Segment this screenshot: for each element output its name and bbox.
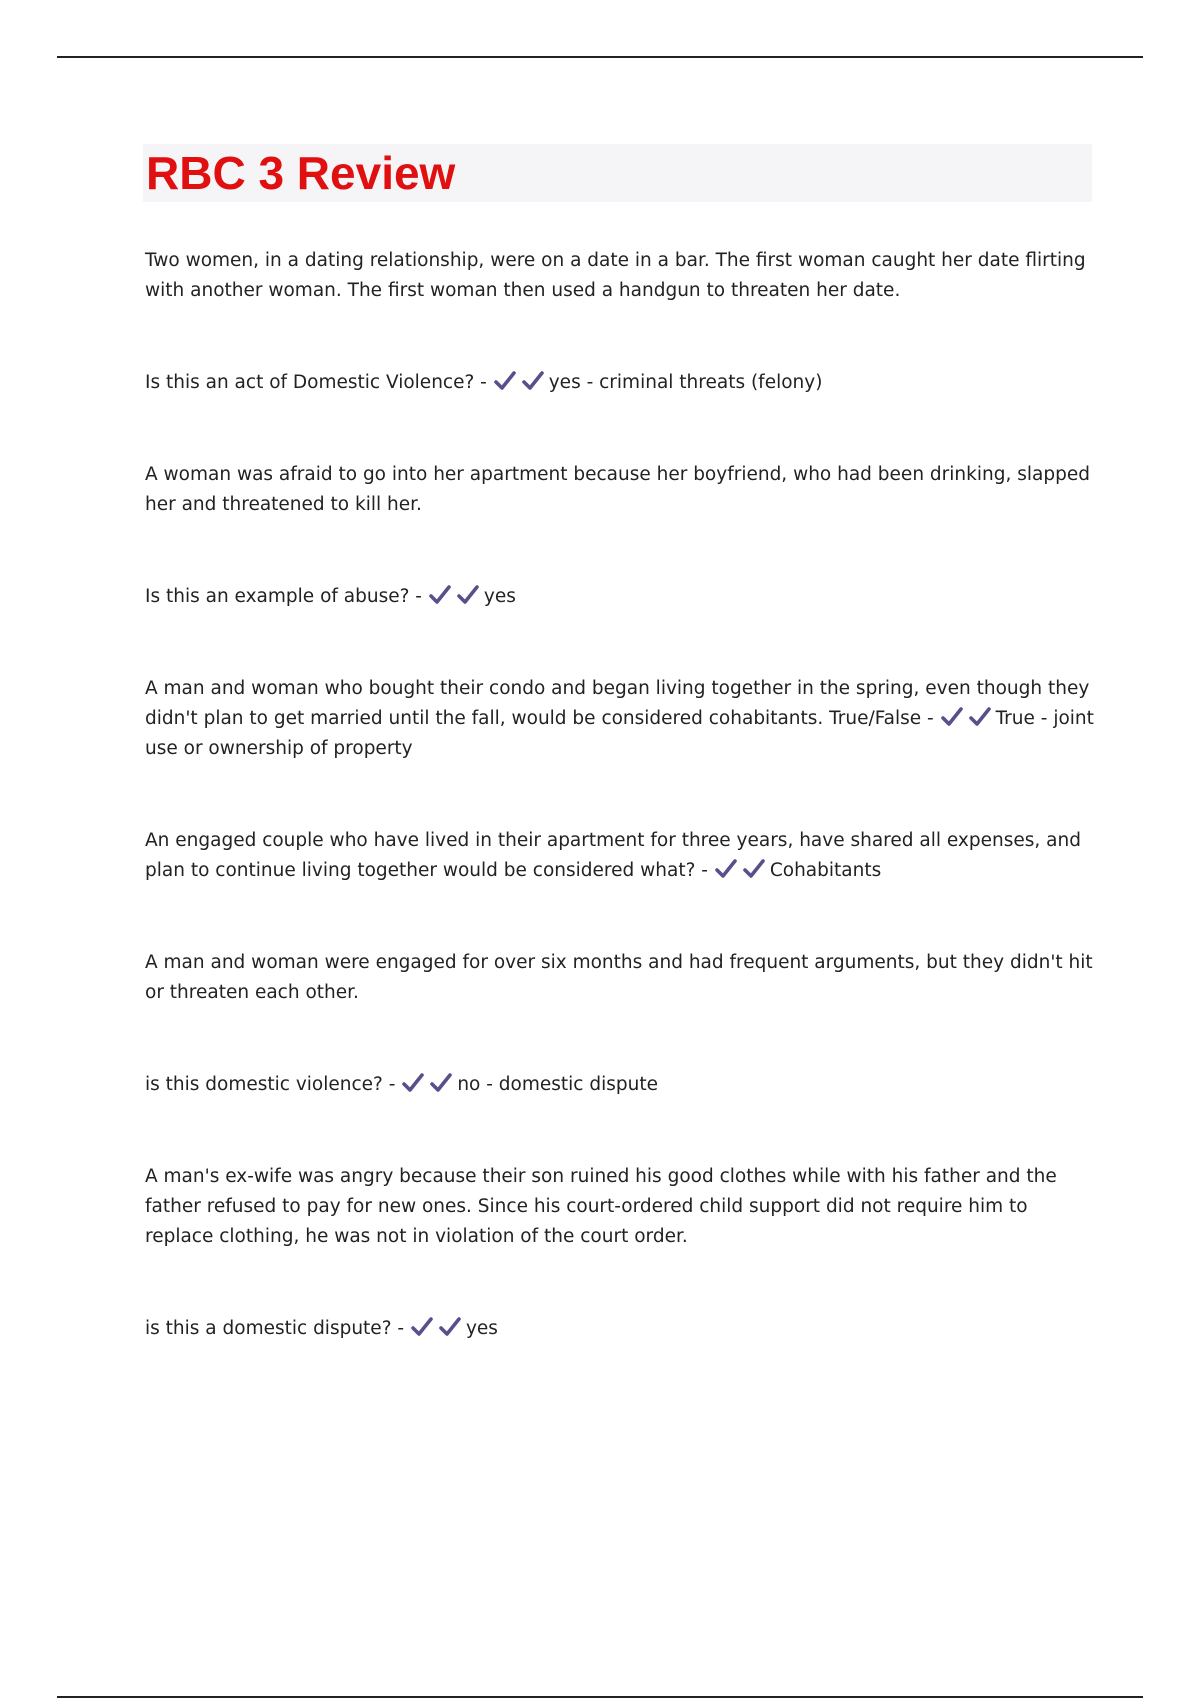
question-text: A man and woman who bought their condo and began living together in the spring, even though they didn't plan to get married until the fall, would be considered cohabitants. True/False - xyxy=(145,678,1090,729)
answer-text: no - domestic dispute xyxy=(457,1074,658,1095)
qa-paragraph xyxy=(145,368,1095,398)
prompt-paragraph: A man's ex-wife was angry because their son ruined his good clothes while with his father and the father refused to pay for new ones. Since his court-ordered child support did not require him to replace clothing, he was not in violation of the court order. xyxy=(145,1166,1057,1247)
checkmark-icon xyxy=(521,369,545,393)
checkmark-icon xyxy=(456,583,480,607)
checkmark-icon xyxy=(429,1071,453,1095)
checkmark-icon xyxy=(438,1315,462,1339)
qa-paragraph xyxy=(145,826,1095,886)
answer-text: yes - criminal threats (felony) xyxy=(548,372,823,393)
checkmark-icon xyxy=(410,1315,434,1339)
qa-paragraph xyxy=(145,582,1095,612)
prompt-paragraph: Two women, in a dating relationship, were on a date in a bar. The first woman caught her date flirting with another woman. The first woman then used a handgun to threaten her date. xyxy=(145,250,1086,301)
top-rule xyxy=(57,56,1143,58)
qa-paragraph xyxy=(145,674,1095,764)
checkmark-icon xyxy=(968,705,992,729)
qa-paragraph xyxy=(145,1070,1095,1100)
document-body xyxy=(145,246,1095,1344)
answer-text: yes xyxy=(465,1318,498,1339)
question-text: An engaged couple who have lived in their apartment for three years, have shared all expenses, and plan to continue living together would be considered what? - xyxy=(145,830,1081,881)
question-text: is this domestic violence? - xyxy=(145,1074,396,1095)
qa-paragraph xyxy=(145,1314,1095,1344)
prompt-paragraph: A woman was afraid to go into her apartment because her boyfriend, who had been drinking, slapped her and threatened to kill her. xyxy=(145,464,1090,515)
checkmark-icon xyxy=(493,369,517,393)
checkmark-icon xyxy=(742,857,766,881)
answer-text: yes xyxy=(483,586,516,607)
bottom-rule xyxy=(57,1696,1143,1698)
title-bar xyxy=(143,144,1092,202)
checkmark-icon xyxy=(714,857,738,881)
answer-text: True - joint use or ownership of property xyxy=(145,708,1094,759)
question-text: Is this an act of Domestic Violence? - xyxy=(145,372,487,393)
checkmark-icon xyxy=(401,1071,425,1095)
document-title: RBC 3 Review xyxy=(146,147,456,199)
checkmark-icon xyxy=(428,583,452,607)
prompt-paragraph: A man and woman were engaged for over six months and had frequent arguments, but they didn't hit or threaten each other. xyxy=(145,952,1093,1003)
answer-text: Cohabitants xyxy=(769,860,882,881)
question-text: Is this an example of abuse? - xyxy=(145,586,422,607)
checkmark-icon xyxy=(940,705,964,729)
question-text: is this a domestic dispute? - xyxy=(145,1318,405,1339)
